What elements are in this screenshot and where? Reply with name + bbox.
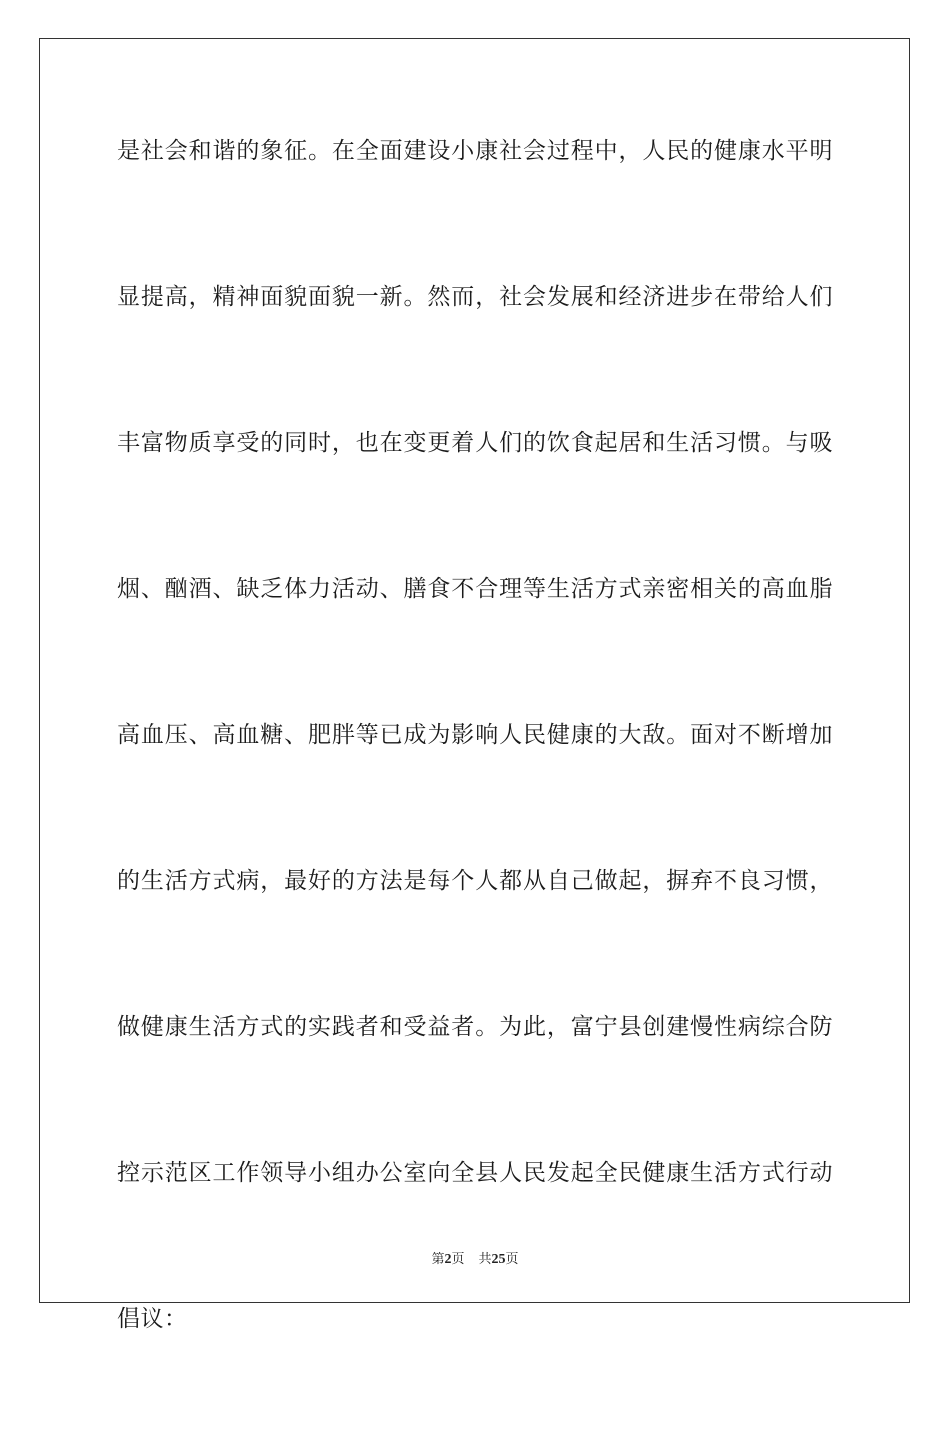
text-line-3: 丰富物质享受的同时，也在变更着人们的饮食起居和生活习惯。与吸 bbox=[117, 430, 833, 456]
text-line-5: 高血压、高血糖、肥胖等已成为影响人民健康的大敌。面对不断增加 bbox=[117, 722, 833, 748]
document-body bbox=[117, 128, 833, 1442]
text-line-2: 显提高，精神面貌面貌一新。然而，社会发展和经济进步在带给人们 bbox=[117, 284, 833, 310]
total-pages: 25 bbox=[491, 1252, 506, 1267]
page-prefix: 第 bbox=[431, 1252, 445, 1267]
text-line-1: 是社会和谐的象征。在全面建设小康社会过程中，人民的健康水平明 bbox=[117, 138, 833, 164]
text-line-8: 控示范区工作领导小组办公室向全县人民发起全民健康生活方式行动 bbox=[117, 1160, 833, 1186]
total-suffix: 页 bbox=[505, 1252, 519, 1267]
text-line-7: 做健康生活方式的实践者和受益者。为此，富宁县创建慢性病综合防 bbox=[117, 1014, 833, 1040]
page-suffix: 页 bbox=[451, 1252, 465, 1267]
text-line-9: 倡议： bbox=[117, 1306, 188, 1332]
page-footer bbox=[0, 1248, 950, 1268]
page-number: 2 bbox=[444, 1252, 452, 1267]
text-line-6: 的生活方式病，最好的方法是每个人都从自己做起，摒弃不良习惯， bbox=[117, 868, 833, 894]
text-line-4: 烟、酗酒、缺乏体力活动、膳食不合理等生活方式亲密相关的高血脂 bbox=[117, 576, 833, 602]
total-prefix: 共 bbox=[478, 1252, 492, 1267]
